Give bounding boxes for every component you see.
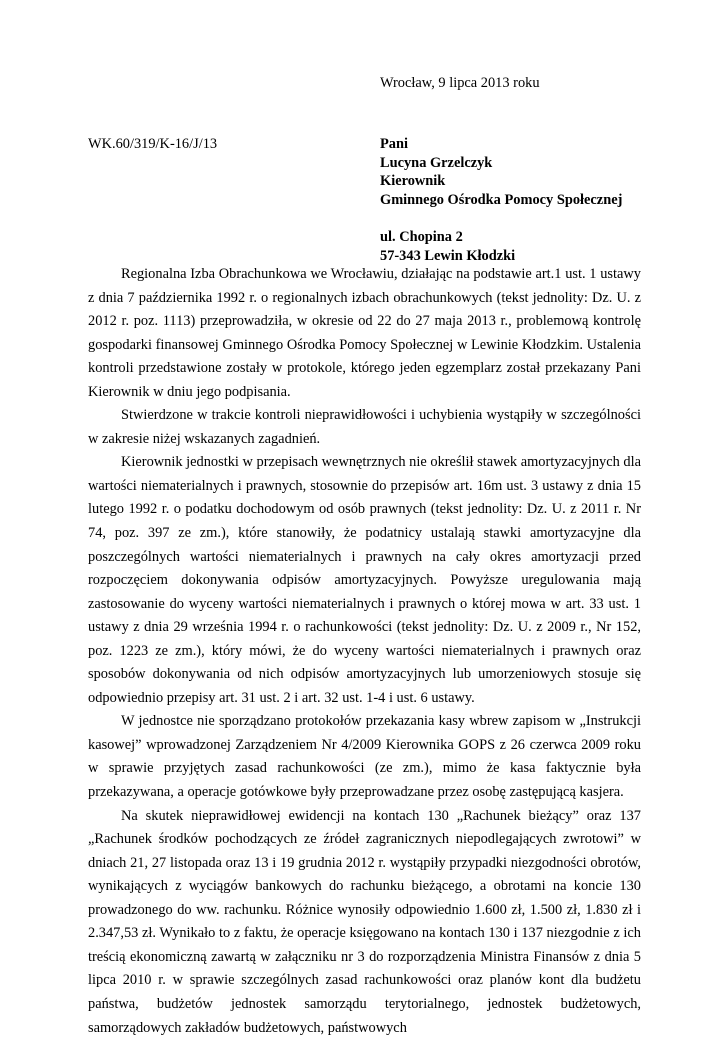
body-paragraph-account-records: Na skutek nieprawidłowej ewidencji na kontach 130 „Rachunek bieżący” oraz 137 „Rachunek środków pochodzących ze źródeł zagranicznych niepodlegających zwrotowi” w dniach 21, 27 listopada oraz 13 i 19 grudnia 2012 r. wystąpiły przypadki niezgodności obrotów, wynikających z wyciągów bankowych do rachunku bieżącego, a obrotami na koncie 130 prowadzonego do ww. rachunku. Różnice wynosiły odpowiednio 1.600 zł, 1.500 zł, 1.830 zł i 2.347,53 zł. Wynikało to z faktu, że operacje księgowano na kontach 130 i 137 niezgodnie z ich treścią ekonomiczną zawartą w załączniku nr 3 do rozporządzenia Ministra Finansów z dnia 5 lipca 2010 r. w sprawie szczególnych zasad rachunkowości oraz planów kont dla budżetu państwa, budżetów jednostek samorządu terytorialnego, jednostek budżetowych, samorządowych zakładów budżetowych, państwowych (88, 807, 641, 1036)
body-paragraph-findings-intro: Stwierdzone w trakcie kontroli nieprawidłowości i uchybienia wystąpiły w szczególności w zakresie niżej wskazanych zagadnień. (88, 407, 641, 447)
body-paragraph-cash-handover: W jednostce nie sporządzano protokołów przekazania kasy wbrew zapisom w „Instrukcji kasowej” wprowadzonej Zarządzeniem Nr 4/2009 Kierownika GOPS z 26 czerwca 2009 roku w sprawie przyjętych zasad rachunkowości (ze zm.), mimo że kasa faktycznie była przekazywana, a operacje gotówkowe były przeprowadzane przez osobę zastępującą kasjera. (88, 713, 641, 801)
addressee-street: ul. Chopina 2 (380, 229, 463, 246)
addressee-block (380, 135, 622, 266)
addressee-position: Kierownik (380, 173, 446, 190)
addressee-salutation: Pani (380, 136, 408, 152)
body-paragraph-inspection-scope: Regionalna Izba Obrachunkowa we Wrocławiu, działając na podstawie art.1 ust. 1 ustawy z dnia 7 października 1992 r. o regionalnych izbach obrachunkowych (tekst jednolity: Dz. U. z 2012 r. poz. 1113) przeprowadziła, w okresie od 22 do 27 maja 2013 r., problemową kontrolę gospodarki finansowej Gminnego Ośrodka Pomocy Społecznej w Lewinie Kłodzkim. Ustalenia kontroli przedstawione zostały w protokole, którego jeden egzemplarz został przekazany Pani Kierownik w dniu jego podpisania. (88, 266, 641, 400)
addressee-name: Lucyna Grzelczyk (380, 154, 493, 171)
body-paragraph-amortization: Kierownik jednostki w przepisach wewnętrznych nie określił stawek amortyzacyjnych dla wartości niematerialnych i prawnych, stosownie do przepisów art. 16m ust. 3 ustawy z dnia 15 lutego 1992 r. o podatku dochodowym od osób prawnych (tekst jednolity: Dz. U. z 2011 r. Nr 74, poz. 397 ze zm.), które stanowiły, że podatnicy ustalają stawki amortyzacyjne dla poszczególnych wartości niematerialnych i prawnych na cały okres amortyzacji przed rozpoczęciem dokonywania odpisów amortyzacyjnych. Powyższe uregulowania mają zastosowanie do wyceny wartości niematerialnych i prawnych o której mowa w art. 33 ust. 1 ustawy z dnia 29 września 1994 r. o rachunkowości (tekst jednolity: Dz. U. z 2009 r., Nr 152, poz. 1223 ze zm.), który mówi, że do wyceny wartości niematerialnych i prawnych oraz sposobów dokonywania od nich odpisów amortyzacyjnych lub umorzeniowych stosuje się odpowiednio przepisy art. 31 ust. 2 i art. 32 ust. 1-4 i ust. 6 ustawy. (88, 454, 641, 706)
letter-date: Wrocław, 9 lipca 2013 roku (380, 75, 540, 91)
case-reference-number: WK.60/319/K-16/J/13 (88, 136, 218, 152)
letter-body (88, 263, 641, 1040)
addressee-city: 57-343 Lewin Kłodzki (380, 247, 516, 264)
addressee-institution: Gminnego Ośrodka Pomocy Społecznej (380, 191, 623, 208)
